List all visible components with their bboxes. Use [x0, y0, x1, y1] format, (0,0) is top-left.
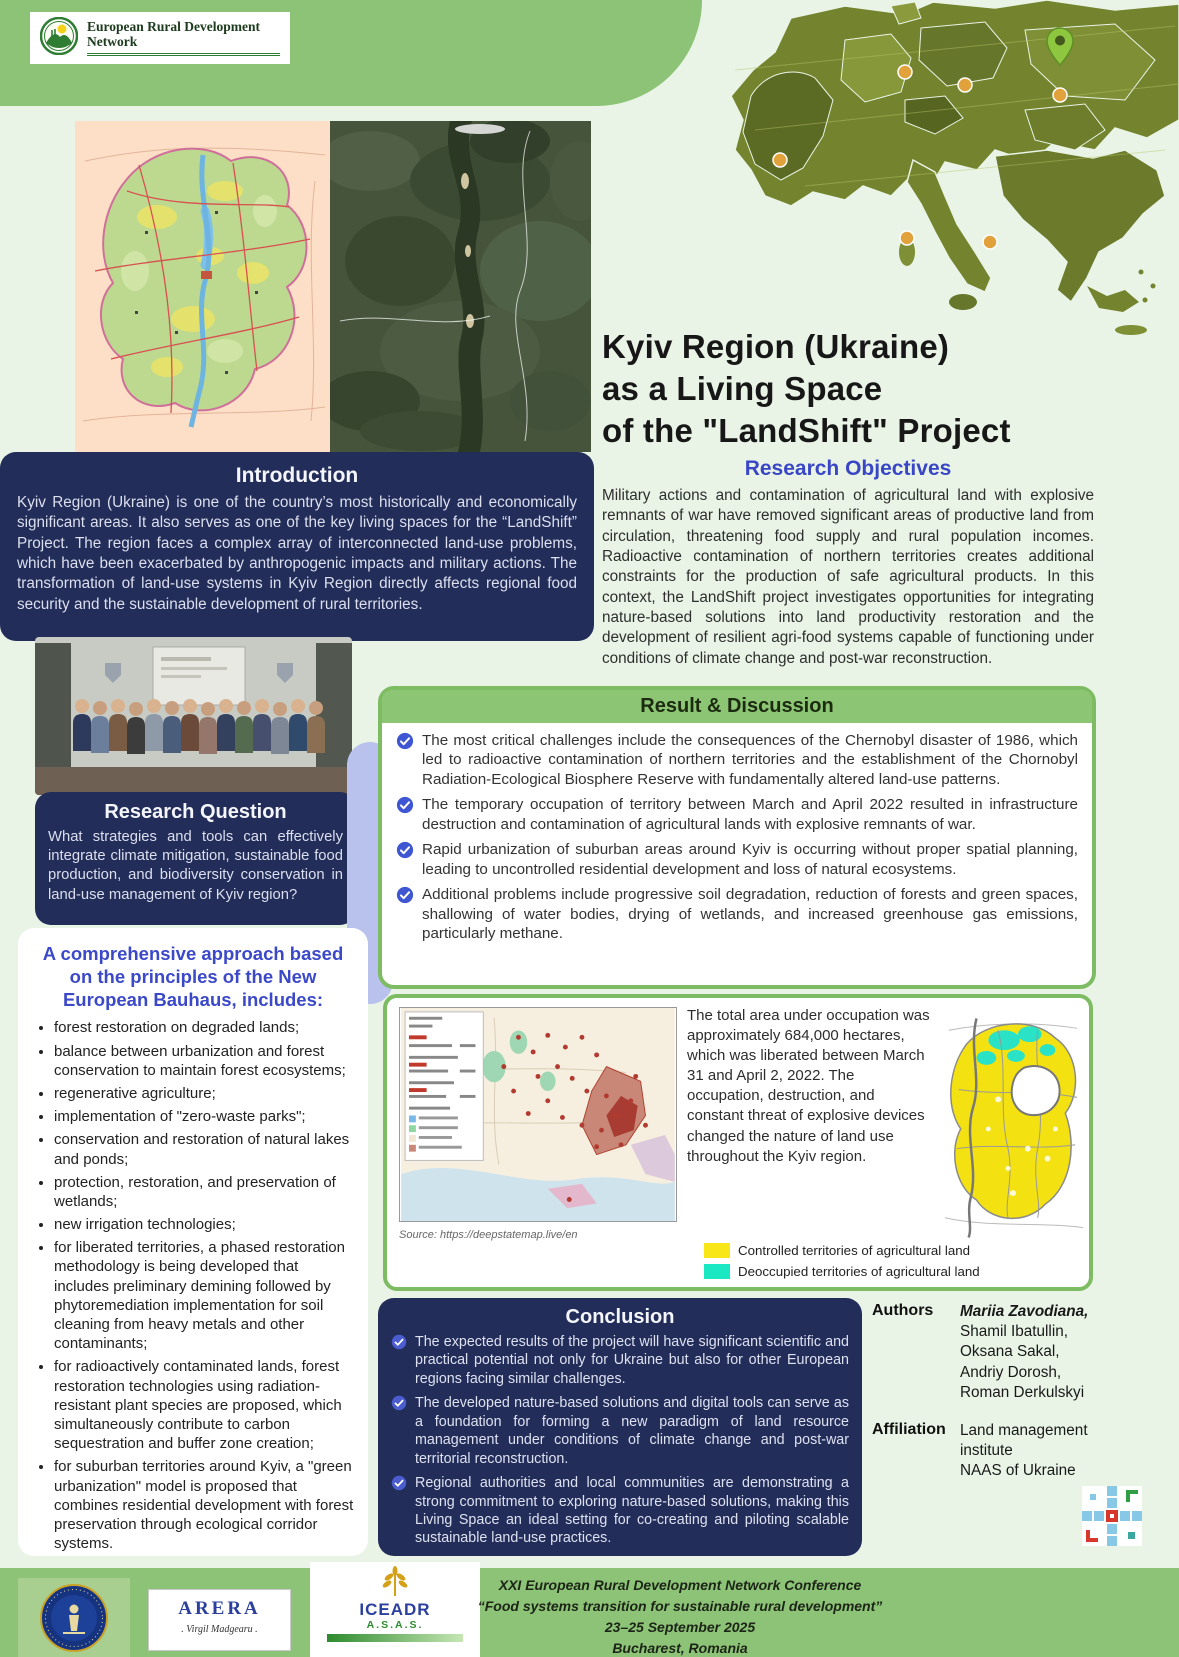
approach-item: • new irrigation technologies;	[54, 1215, 354, 1234]
check-icon	[396, 841, 414, 859]
objectives-body: Military actions and contamination of agricultural land with explosive remnants of war have removed significant areas of productive land from circulation, threatening food supply and rural population incomes. Radioactive contamination of northern territories creates additional constraints for the production of safe agricultural products. In this context, the LandShift project investigates opportunities for integrating nature-based solutions into land productivity restoration and the development of resilient agri-food systems capable of functioning under conditions of climate change and post-war reconstruction.	[602, 487, 1094, 667]
result-bullet-text: Rapid urbanization of suburban areas around Kyiv is occurring without proper spatial planning, leading to uncontrolled residential development and loss of natural ecosystems.	[422, 841, 1078, 878]
approach-item: • regenerative agriculture;	[54, 1084, 354, 1103]
authors-list	[960, 1302, 1098, 1403]
page-title-line1: Kyiv Region (Ukraine)	[602, 328, 950, 365]
iceadr-logo-title: ICEADR	[359, 1600, 431, 1619]
affiliation-value	[960, 1421, 1098, 1482]
results-section	[378, 686, 1096, 989]
credits-block	[872, 1302, 1098, 1482]
approach-item: • protection, restoration, and preservation of wetlands;	[54, 1173, 354, 1211]
conclusion-bullet-text: The developed nature-based solutions and digital tools can serve as a foundation for forming a new paradigm of land resource management under conditions of climate change and post-war territorial reconstruction.	[415, 1395, 849, 1467]
iceadr-logo	[310, 1562, 480, 1657]
conference-line: XXI European Rural Development Network Conference	[498, 1577, 862, 1593]
check-icon	[396, 796, 414, 814]
legend-swatch-controlled	[704, 1243, 730, 1258]
landshift-qr-logo-icon	[1082, 1486, 1142, 1546]
wheat-icon	[378, 1583, 412, 1600]
result-bullet-text: The most critical challenges include the consequences of the Chernobyl disaster of 1986, which led to radioactive contamination of northern territories and the establishment of the Chornobyl Radiation-Ecological Biosphere Reserve with fundamentally altered land-use patterns.	[422, 732, 1078, 788]
erdn-logo-icon	[40, 17, 78, 60]
approach-item: • for suburban territories around Kyiv, a "green urbanization" model is proposed that combines residential development with forest preservation through ecological corridor systems.	[54, 1457, 354, 1553]
affiliation-label: Affiliation	[872, 1420, 946, 1438]
europe-map-image	[695, 0, 1179, 340]
approach-section	[18, 928, 368, 1556]
occupation-summary-text: The total area under occupation was approximately 684,000 hectares, which was liberated between March 31 and April 2, 2022. The occupation, destruction, and constant threat of explosive devices changed the nature of land use throughout the Kyiv region.	[687, 1007, 930, 1165]
satellite-map-image	[330, 121, 591, 452]
research-question-heading: Research Question	[104, 801, 287, 823]
legend-label: Deoccupied territories of agricultural land	[738, 1264, 980, 1279]
check-icon	[396, 732, 414, 750]
approach-heading: A comprehensive approach based on the principles of the New European Bauhaus, includes:	[42, 943, 344, 1011]
result-bullet-text: Additional problems include progressive soil degradation, reduction of forests and green spaces, shallowing of water bodies, drying of wetlands, and increased greenhouse gas emissions, particularly methane.	[422, 886, 1078, 943]
map-legend	[704, 1243, 980, 1285]
arera-logo	[148, 1589, 291, 1651]
author-name: Oksana Sakal,	[960, 1343, 1060, 1361]
result-bullet	[396, 885, 1078, 943]
occupation-map-panel	[383, 994, 1093, 1291]
erdn-org-name: European Rural Development Network	[87, 20, 280, 56]
result-bullet-text: The temporary occupation of territory between March and April 2022 resulted in infrastructure destruction and contamination of agricultural lands with explosive remnants of war.	[422, 796, 1078, 833]
conference-line: 23–25 September 2025	[604, 1619, 756, 1635]
check-icon	[391, 1334, 407, 1350]
authors-label: Authors	[872, 1302, 934, 1319]
conclusion-section	[378, 1298, 862, 1556]
approach-item: • conservation and restoration of natural lakes and ponds;	[54, 1130, 354, 1168]
conclusion-bullet	[391, 1474, 849, 1548]
results-heading: Result & Discussion	[382, 690, 1092, 723]
author-name: Roman Derkulskyi	[960, 1383, 1085, 1401]
affiliation-line: Land management institute	[960, 1421, 1088, 1460]
approach-item: • implementation of "zero-waste parks";	[54, 1107, 354, 1126]
kyiv-landuse-map-image	[939, 1010, 1087, 1240]
introduction-body: Kyiv Region (Ukraine) is one of the country’s most historically and economically significant areas. It also serves as one of the key living spaces for the “LandShift” Project. The region faces a complex array of interconnected land-use problems, which have been exacerbated by anthropogenic impacts and military actions. The transformation of land-use systems in Kyiv Region directly affects regional food security and the sustainable development of rural territories.	[17, 494, 577, 613]
conference-line: “Food systems transition for sustainable rural development”	[477, 1598, 883, 1614]
check-icon	[391, 1475, 407, 1491]
introduction-section	[0, 452, 594, 641]
legend-item-controlled	[704, 1243, 980, 1258]
approach-item: • for liberated territories, a phased restoration methodology is being developed that includes preliminary demining followed by phytoremediation implementation for soil cleaning from heavy metals and other contaminants;	[54, 1238, 354, 1353]
conference-line: Bucharest, Romania	[612, 1640, 748, 1656]
check-icon	[396, 886, 414, 904]
approach-list	[32, 1018, 354, 1553]
author-name: Mariia Zavodiana,	[960, 1303, 1089, 1320]
approach-item: • forest restoration on degraded lands;	[54, 1018, 354, 1037]
page-title-line3: of the "LandShift" Project	[602, 412, 1011, 450]
page-title-line2: as a Living Space	[602, 370, 883, 408]
institute-seal-logo-icon	[18, 1578, 130, 1657]
introduction-heading: Introduction	[235, 464, 359, 487]
author-name: Shamil Ibatullin,	[960, 1323, 1068, 1341]
erdn-logo-box	[30, 12, 290, 64]
approach-item: • for radioactively contaminated lands, forest restoration technologies using radiation-resistant plant species are proposed, which simultaneously contribute to carbon sequestration and buffer zone creation;	[54, 1357, 354, 1453]
approach-item: • balance between urbanization and forest conservation to maintain forest ecosystems;	[54, 1042, 354, 1080]
page-title	[602, 326, 1179, 453]
conference-info	[470, 1575, 890, 1657]
map-source-text: Source: https://deepstatemap.live/en	[399, 1229, 578, 1241]
result-bullet	[396, 731, 1078, 789]
research-question-body: What strategies and tools can effectively integrate climate mitigation, sustainable food production, and biodiversity conservation in land-use management of Kyiv region?	[48, 829, 343, 903]
objectives-heading: Research Objectives	[744, 457, 952, 480]
conclusion-heading: Conclusion	[565, 1306, 675, 1328]
conclusion-bullet-text: Regional authorities and local communities are demonstrating a strong commitment to exploring nature-based solutions, making this Living Space an ideal setting for co-creating and piloting scalable sustainable land-use practices.	[415, 1475, 849, 1547]
result-bullet	[396, 840, 1078, 879]
legend-item-deoccupied	[704, 1264, 980, 1279]
deepstate-map-image	[399, 1007, 677, 1222]
objectives-section	[602, 457, 1094, 669]
group-photo-image	[35, 637, 352, 795]
legend-label: Controlled territories of agricultural land	[738, 1243, 971, 1258]
conclusion-bullet-text: The expected results of the project will have significant scientific and practical potential not only for Ukraine but also for other European regions facing similar challenges.	[415, 1334, 849, 1387]
result-bullet	[396, 795, 1078, 834]
arera-logo-subtitle: . Virgil Madgearu .	[181, 1624, 258, 1635]
affiliation-line: NAAS of Ukraine	[960, 1462, 1076, 1480]
research-question-section	[35, 792, 356, 925]
iceadr-logo-subtitle: A.S.A.S.	[366, 1618, 424, 1631]
kyiv-admin-map-image	[75, 121, 330, 452]
arera-logo-title: ARERA	[178, 1598, 261, 1619]
author-name: Andriy Dorosh,	[960, 1363, 1062, 1381]
iceadr-logo-bar	[327, 1634, 463, 1642]
check-icon	[391, 1395, 407, 1411]
conclusion-bullet	[391, 1394, 849, 1468]
conclusion-bullet	[391, 1333, 849, 1388]
legend-swatch-deoccupied	[704, 1264, 730, 1279]
